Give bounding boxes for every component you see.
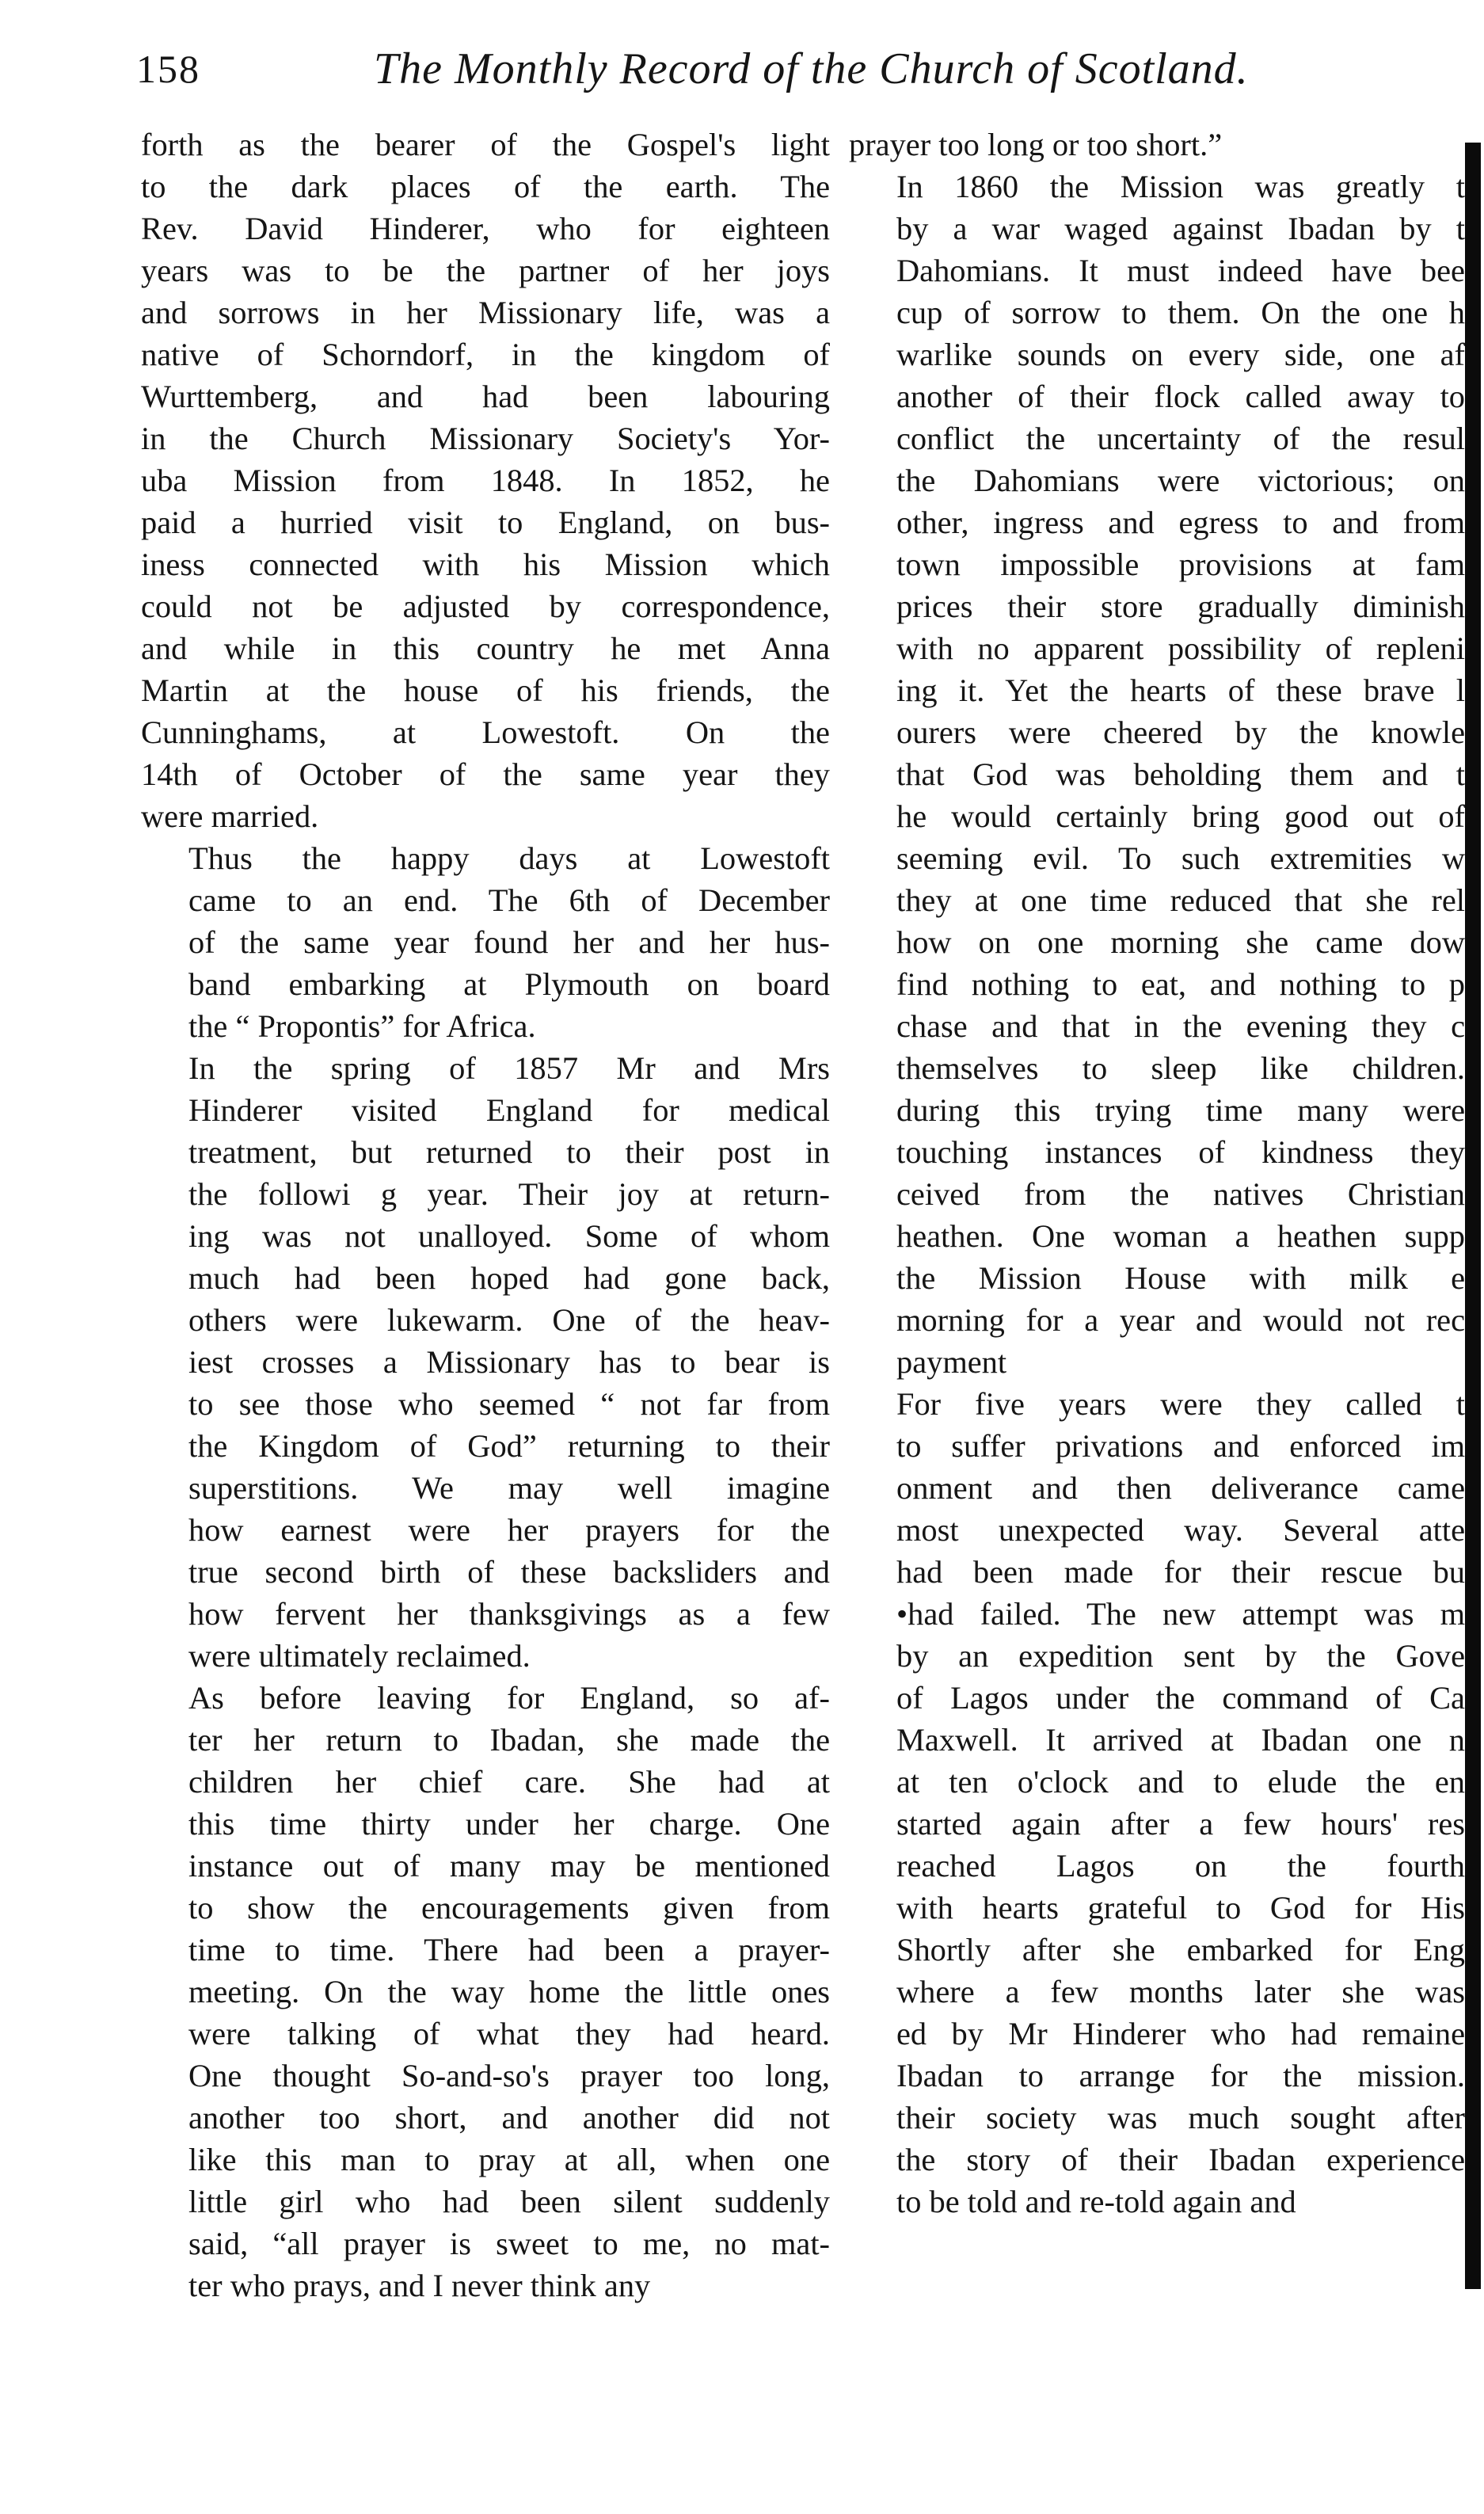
text-line: Cunninghams, at Lowestoft. On the xyxy=(141,714,830,750)
text-line: with hearts grateful to God for His xyxy=(896,1890,1465,1925)
text-line: heathen. One woman a heathen supp xyxy=(896,1218,1465,1254)
text-line: iness connected with his Mission which xyxy=(141,547,830,582)
text-line: 14th of October of the same year they xyxy=(141,756,830,792)
text-line: ed by Mr Hinderer who had remaine xyxy=(896,2016,1465,2051)
text-line: years was to be the partner of her joys xyxy=(141,253,830,288)
text-line: prayer too long or too short.” xyxy=(849,127,1223,162)
text-line: he would certainly bring good out of xyxy=(896,798,1465,834)
text-line: paid a hurried visit to England, on bus- xyxy=(141,505,830,540)
text-line: the Mission House with milk e xyxy=(896,1260,1465,1296)
text-line: themselves to sleep like children. xyxy=(896,1050,1465,1086)
right-column-paragraph xyxy=(849,1383,1465,2223)
text-line: like this man to pray at all, when one xyxy=(188,2142,830,2177)
text-line: the Kingdom of God” returning to their xyxy=(188,1428,830,1464)
left-column-paragraph xyxy=(141,1677,830,2306)
text-line: to see those who seemed “ not far from xyxy=(188,1386,830,1422)
text-line: find nothing to eat, and nothing to p xyxy=(896,966,1465,1002)
text-line: other, ingress and egress to and from xyxy=(896,505,1465,540)
text-line: children her chief care. She had at xyxy=(188,1764,830,1800)
text-line: town impossible provisions at fam xyxy=(896,547,1465,582)
text-line: the “ Propontis” for Africa. xyxy=(188,1008,536,1044)
text-line: where a few months later she was xyxy=(896,1974,1465,2009)
text-line: time to time. There had been a prayer- xyxy=(188,1932,830,1967)
text-line: conflict the uncertainty of the resul xyxy=(896,421,1465,456)
text-line: how on one morning she came dow xyxy=(896,924,1465,960)
text-line: ing it. Yet the hearts of these brave l xyxy=(896,672,1465,708)
text-line: warlike sounds on every side, one af xyxy=(896,337,1465,372)
text-line: native of Schorndorf, in the kingdom of xyxy=(141,337,830,372)
text-line: were ultimately reclaimed. xyxy=(188,1638,531,1674)
text-line: to the dark places of the earth. The xyxy=(141,169,830,204)
text-line: In the spring of 1857 Mr and Mrs xyxy=(188,1050,830,1086)
text-line: Rev. David Hinderer, who for eighteen xyxy=(141,211,830,246)
text-line: superstitions. We may well imagine xyxy=(188,1470,830,1506)
text-line: onment and then deliverance came xyxy=(896,1470,1465,1506)
left-column-paragraph xyxy=(141,1047,830,1677)
text-line: As before leaving for England, so af- xyxy=(188,1680,830,1716)
text-line: of the same year found her and her hus- xyxy=(188,924,830,960)
text-line: Maxwell. It arrived at Ibadan one n xyxy=(896,1722,1465,1758)
text-line: ter who prays, and I never think any xyxy=(188,2268,651,2303)
text-line: Hinderer visited England for medical xyxy=(188,1092,830,1128)
text-line: by an expedition sent by the Gove xyxy=(896,1638,1465,1674)
page-header xyxy=(136,41,1340,97)
text-line: reached Lagos on the fourth xyxy=(896,1848,1465,1884)
text-line: band embarking at Plymouth on board xyxy=(188,966,830,1002)
text-line: meeting. On the way home the little ones xyxy=(188,1974,830,2009)
text-line: that God was beholding them and t xyxy=(896,756,1465,792)
text-line: For five years were they called t xyxy=(896,1386,1465,1422)
text-line: could not be adjusted by correspondence, xyxy=(141,589,830,624)
left-column xyxy=(141,124,830,2303)
text-line: with no apparent possibility of repleni xyxy=(896,630,1465,666)
text-line: how earnest were her prayers for the xyxy=(188,1512,830,1548)
text-line: to be told and re-told again and xyxy=(896,2184,1296,2219)
right-column xyxy=(849,124,1465,2246)
text-line: forth as the bearer of the Gospel's light xyxy=(141,127,830,162)
text-line: during this trying time many were xyxy=(896,1092,1465,1128)
running-head: The Monthly Record of the Church of Scotland. xyxy=(374,44,1249,93)
text-line: Thus the happy days at Lowestoft xyxy=(188,840,830,876)
text-line: the story of their Ibadan experience xyxy=(896,2142,1465,2177)
text-line: how fervent her thanksgivings as a few xyxy=(188,1596,830,1632)
text-line: payment xyxy=(896,1344,1007,1380)
text-line: another too short, and another did not xyxy=(188,2100,830,2135)
text-line: had been made for their rescue bu xyxy=(896,1554,1465,1590)
text-line: in the Church Missionary Society's Yor- xyxy=(141,421,830,456)
text-line: One thought So-and-so's prayer too long, xyxy=(188,2058,830,2093)
text-line: to show the encouragements given from xyxy=(188,1890,830,1925)
text-line: to suffer privations and enforced im xyxy=(896,1428,1465,1464)
left-column-paragraph xyxy=(141,124,830,837)
text-line: were talking of what they had heard. xyxy=(188,2016,830,2051)
text-line: and sorrows in her Missionary life, was a xyxy=(141,295,830,330)
text-line: ceived from the natives Christian xyxy=(896,1176,1465,1212)
text-line: iest crosses a Missionary has to bear is xyxy=(188,1344,830,1380)
text-line: little girl who had been silent suddenly xyxy=(188,2184,830,2219)
text-line: started again after a few hours' res xyxy=(896,1806,1465,1842)
text-line: came to an end. The 6th of December xyxy=(188,882,830,918)
text-line: the followi g year. Their joy at return- xyxy=(188,1176,830,1212)
text-line: prices their store gradually diminish xyxy=(896,589,1465,624)
text-line: by a war waged against Ibadan by t xyxy=(896,211,1465,246)
text-line: In 1860 the Mission was greatly t xyxy=(896,169,1465,204)
text-line: others were lukewarm. One of the heav- xyxy=(188,1302,830,1338)
text-line: ing was not unalloyed. Some of whom xyxy=(188,1218,830,1254)
text-line: touching instances of kindness they xyxy=(896,1134,1465,1170)
left-column-paragraph xyxy=(141,837,830,1047)
text-line: said, “all prayer is sweet to me, no mat- xyxy=(188,2226,830,2261)
text-line: and while in this country he met Anna xyxy=(141,630,830,666)
text-line: chase and that in the evening they c xyxy=(896,1008,1465,1044)
text-line: were married. xyxy=(141,798,319,834)
text-line: ourers were cheered by the knowle xyxy=(896,714,1465,750)
text-line: Wurttemberg, and had been labouring xyxy=(141,379,830,414)
text-line: Shortly after she embarked for Eng xyxy=(896,1932,1465,1967)
text-line: true second birth of these backsliders and xyxy=(188,1554,830,1590)
text-line: of Lagos under the command of Ca xyxy=(896,1680,1465,1716)
text-line: the Dahomians were victorious; on xyxy=(896,463,1465,498)
text-line: seeming evil. To such extremities w xyxy=(896,840,1465,876)
text-line: treatment, but returned to their post in xyxy=(188,1134,830,1170)
text-line: •had failed. The new attempt was m xyxy=(896,1596,1465,1632)
right-column-paragraph xyxy=(849,166,1465,1383)
page-edge-shadow xyxy=(1465,143,1481,2289)
text-line: at ten o'clock and to elude the en xyxy=(896,1764,1465,1800)
text-line: Ibadan to arrange for the mission. xyxy=(896,2058,1465,2093)
text-line: cup of sorrow to them. On the one h xyxy=(896,295,1465,330)
text-line: much had been hoped had gone back, xyxy=(188,1260,830,1296)
text-line: morning for a year and would not rec xyxy=(896,1302,1465,1338)
page-number: 158 xyxy=(136,47,200,91)
text-line: Dahomians. It must indeed have bee xyxy=(896,253,1465,288)
text-line: another of their flock called away to xyxy=(896,379,1465,414)
text-line: they at one time reduced that she rel xyxy=(896,882,1465,918)
text-line: most unexpected way. Several atte xyxy=(896,1512,1465,1548)
text-line: uba Mission from 1848. In 1852, he xyxy=(141,463,830,498)
text-line: instance out of many may be mentioned xyxy=(188,1848,830,1884)
text-line: Martin at the house of his friends, the xyxy=(141,672,830,708)
text-line: this time thirty under her charge. One xyxy=(188,1806,830,1842)
text-line: their society was much sought after xyxy=(896,2100,1465,2135)
right-column-paragraph xyxy=(849,124,1465,166)
text-line: ter her return to Ibadan, she made the xyxy=(188,1722,830,1758)
